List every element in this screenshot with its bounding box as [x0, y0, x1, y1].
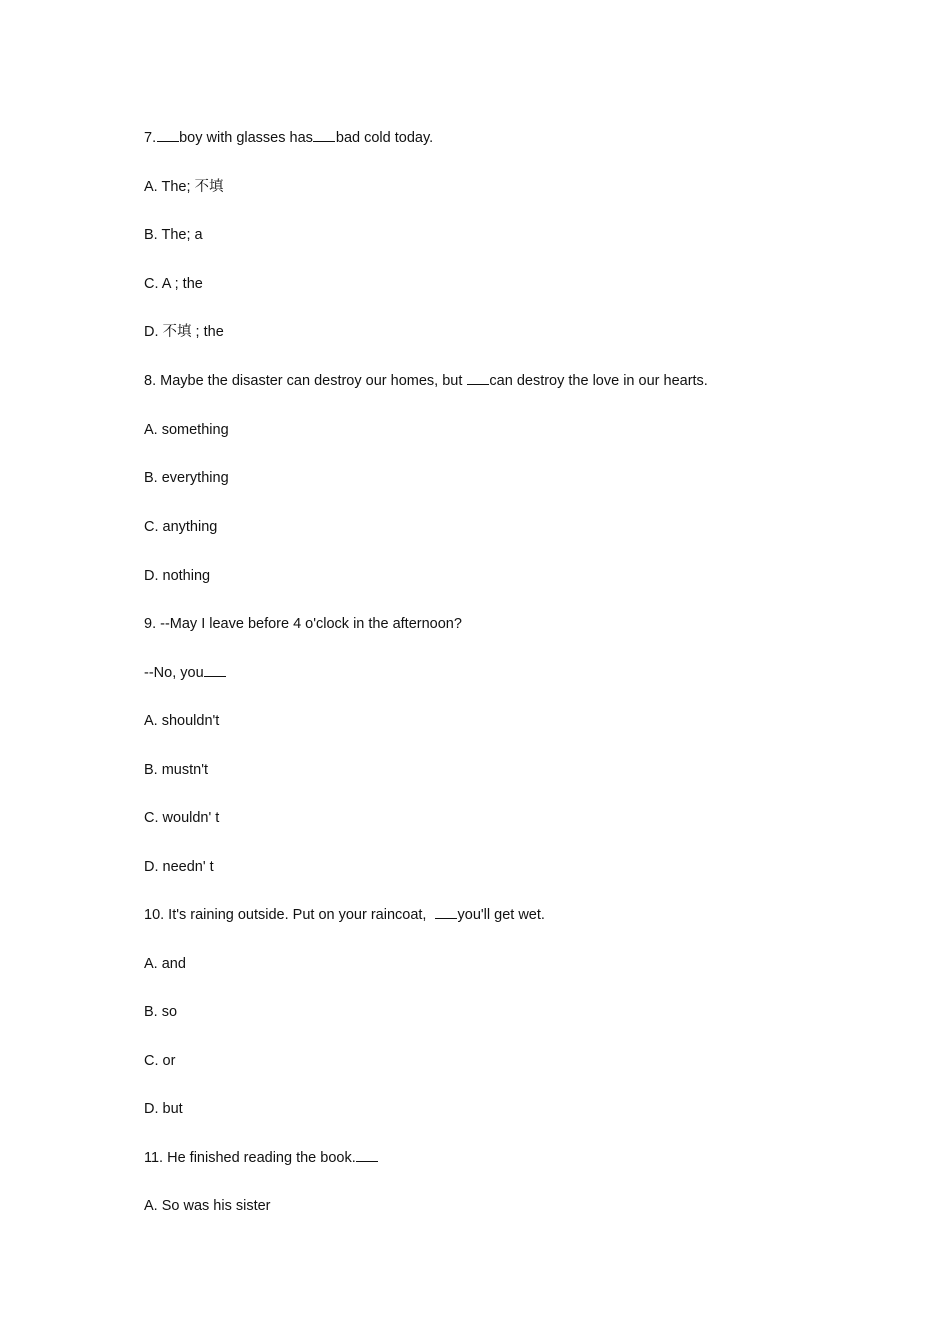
answer-blank [313, 128, 335, 142]
question-10-option-a: A. and [144, 956, 186, 972]
question-8-option-a: A. something [144, 422, 229, 438]
question-8-option-c: C. anything [144, 519, 218, 535]
question-9-stem: 9. --May I leave before 4 o'clock in the afternoon? [144, 616, 462, 632]
question-9-stem-reply: --No, you [144, 663, 227, 683]
answer-blank [204, 663, 226, 677]
question-8-stem: 8. Maybe the disaster can destroy our homes, but can destroy the love in our hearts. [144, 373, 708, 389]
question-10-option-d: D. but [144, 1101, 183, 1117]
question-10-stem: 10. It's raining outside. Put on your raincoat, you'll get wet. [144, 907, 545, 923]
question-11-stem: 11. He finished reading the book. [144, 1148, 379, 1168]
question-9-option-d: D. needn' t [144, 859, 214, 875]
question-9-option-a: A. shouldn't [144, 713, 220, 729]
question-8-option-d: D. nothing [144, 568, 211, 584]
question-7-option-d: D. 不填 ; the [144, 324, 224, 340]
answer-blank [435, 905, 457, 919]
answer-blank [157, 128, 179, 142]
question-10-option-b: B. so [144, 1004, 178, 1020]
question-7-option-b: B. The; a [144, 227, 203, 243]
question-11-option-a: A. So was his sister [144, 1198, 271, 1214]
question-10-option-c: C. or [144, 1053, 176, 1069]
question-7-stem: 7. boy with glasses has bad cold today. [144, 130, 434, 146]
question-8-option-b: B. everything [144, 470, 229, 486]
answer-blank [467, 371, 489, 385]
question-7-option-a: A. The; 不填 [144, 179, 224, 195]
question-7-option-c: C. A ; the [144, 276, 203, 292]
answer-blank [356, 1148, 378, 1162]
question-9-option-c: C. wouldn' t [144, 810, 220, 826]
question-9-option-b: B. mustn't [144, 762, 209, 778]
